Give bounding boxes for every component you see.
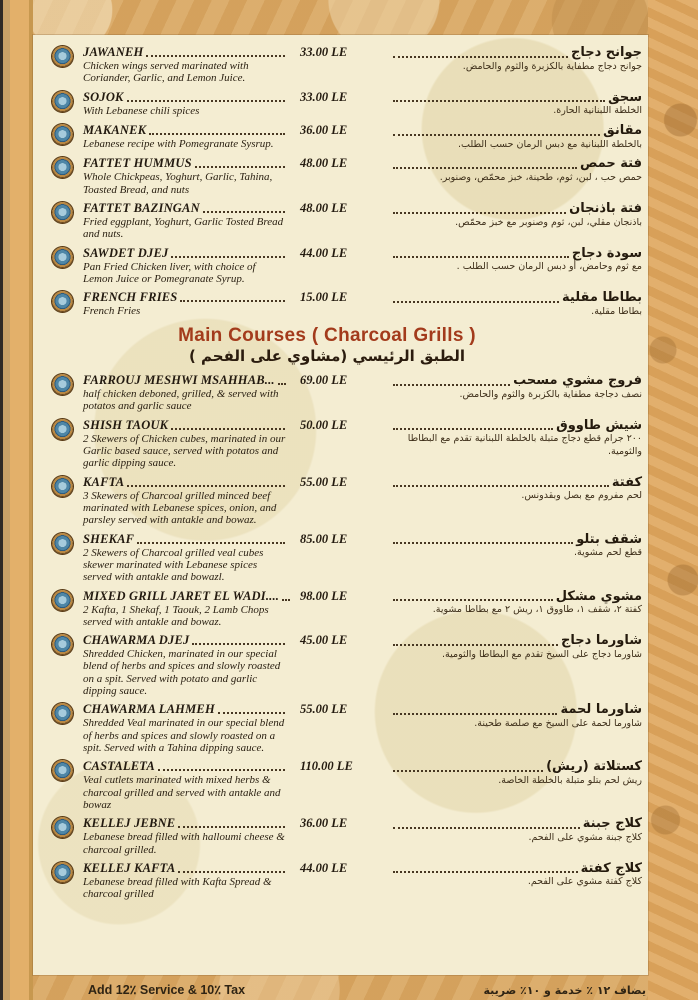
restaurant-seal-icon (52, 862, 73, 883)
dotted-leader (393, 384, 510, 386)
dotted-leader (393, 770, 543, 772)
item-name-ar: كلاج كفتة (580, 860, 642, 876)
item-arabic-block (390, 201, 642, 229)
page-spine-edge (0, 0, 33, 1000)
item-price: 98.00 LE (300, 588, 348, 603)
item-english-block (83, 532, 288, 584)
item-name-en: FATTET BAZINGAN (83, 201, 200, 216)
item-arabic-block (390, 532, 642, 560)
restaurant-seal-icon (52, 247, 73, 268)
item-name-en: MIXED GRILL JARET EL WADI.... (83, 588, 280, 603)
item-desc-en: Lebanese recipe with Pomegranate Sysrup. (83, 138, 274, 151)
item-arabic-block (390, 373, 642, 401)
item-name-en: CHAWARMA DJEJ (83, 633, 190, 648)
item-desc-en: 2 Skewers of Charcoal grilled veal cubes skewer marinated with Lebanese spices served with antakle and bowazl. (83, 546, 264, 584)
item-desc-en: Lebanese bread filled with Kafta Spread & charcoal grilled (83, 875, 272, 901)
restaurant-seal-icon (52, 91, 73, 112)
item-english-block (83, 290, 288, 317)
item-price: 48.00 LE (300, 156, 348, 171)
item-price: 36.00 LE (300, 123, 348, 138)
footer-note-ar: يضاف ١٢ ٪ خدمة و ١٠٪ ضريبة (483, 984, 646, 997)
dotted-leader (393, 212, 566, 214)
item-desc-ar: الخلطة اللبنانية الحارة. (553, 105, 642, 117)
menu-sheet (33, 35, 648, 975)
item-price: 110.00 LE (300, 759, 353, 774)
item-desc-en: 3 Skewers of Charcoal grilled minced beef marinated with Lebanese spices, onion, and parsley served with antakle and bowaz. (83, 489, 277, 527)
restaurant-seal-icon (52, 374, 73, 395)
item-arabic-block (390, 759, 642, 787)
footer (88, 982, 646, 997)
restaurant-seal-icon (52, 202, 73, 223)
restaurant-seal-icon (52, 703, 73, 724)
dotted-leader (393, 100, 605, 102)
dotted-leader (127, 100, 285, 102)
item-desc-ar: شاورما لحمة على السيخ مع صلصة طحينة. (474, 717, 642, 729)
item-arabic-block (390, 633, 642, 661)
dotted-leader (127, 485, 285, 487)
item-desc-ar: حمص حب ، لبن، ثوم، طحينة، خبز محمّص، وصنوبر. (439, 172, 642, 184)
restaurant-seal-icon (52, 476, 73, 497)
item-name-en: KELLEJ KAFTA (83, 860, 176, 875)
item-name-ar: شيش طاووق (556, 417, 642, 433)
dotted-leader (282, 599, 290, 601)
item-english-block (83, 246, 288, 286)
section-title-ar: الطبق الرئيسي (مشاوي على الفحم ) (188, 346, 466, 365)
item-price: 44.00 LE (300, 860, 348, 875)
dotted-leader (146, 55, 285, 57)
dotted-leader (393, 56, 568, 58)
item-desc-ar: بالخلطة اللبنانية مع دبس الرمان حسب الطلب. (458, 138, 642, 150)
item-english-block (83, 373, 288, 413)
item-desc-en: half chicken deboned, grilled, & served with potatos and garlic sauce (83, 388, 279, 413)
menu-item-row (52, 290, 642, 318)
dotted-leader (137, 542, 285, 544)
item-price: 36.00 LE (300, 816, 348, 831)
item-desc-ar: جوانح دجاج مطفاية بالكزبرة والثوم والحامض. (462, 60, 642, 72)
menu-item-row (52, 861, 642, 901)
item-arabic-block (390, 123, 642, 151)
menu-item-row (52, 373, 642, 413)
dotted-leader (393, 485, 609, 487)
item-desc-en: 2 Skewers of Chicken cubes, marinated in our Garlic based sauce, served with potatos and garlic dipping sauce. (83, 432, 286, 470)
dotted-leader (393, 167, 577, 169)
item-price: 69.00 LE (300, 373, 348, 388)
dotted-leader (393, 599, 553, 601)
dotted-leader (178, 826, 285, 828)
item-english-block (83, 816, 288, 856)
item-price: 55.00 LE (300, 474, 348, 489)
item-desc-ar: باذنجان مقلي، لبن، ثوم وصنوبر مع خبز محمّص. (455, 216, 642, 228)
restaurant-seal-icon (52, 590, 73, 611)
menu-item-row (52, 759, 642, 811)
restaurant-seal-icon (52, 291, 73, 312)
item-english-block (83, 702, 288, 754)
item-name-ar: مقانق (603, 123, 642, 139)
item-english-block (83, 123, 288, 150)
item-desc-ar: كلاج كفتة مشوي على الفحم. (527, 876, 642, 888)
restaurant-seal-icon (52, 419, 73, 440)
item-english-block (83, 418, 288, 470)
item-english-block (83, 90, 288, 117)
item-name-ar: شاورما لحمة (560, 702, 642, 718)
item-english-block (83, 861, 288, 901)
item-arabic-block (390, 418, 642, 459)
menu-item-row (52, 702, 642, 754)
menu-item-row (52, 475, 642, 527)
item-desc-ar: قطع لحم مشوية. (573, 547, 642, 559)
item-name-en: SOJOK (83, 89, 124, 104)
item-name-ar: كلاج جبنة (582, 816, 642, 832)
item-desc-ar: كفتة ٢، شقف ١، طاووق ١، ريش ٢ مع بطاطا مشوية. (432, 604, 642, 616)
dotted-leader (393, 713, 557, 715)
item-english-block (83, 633, 288, 697)
item-arabic-block (390, 475, 642, 503)
item-price: 33.00 LE (300, 89, 348, 104)
item-desc-en: Fried eggplant, Yoghurt, Garlic Tosted Bread and nuts. (83, 216, 284, 241)
item-name-ar: شاورما دجاج (561, 633, 642, 649)
item-name-ar: شقف بتلو (576, 531, 642, 547)
item-name-en: FARROUJ MESHWI MSAHHAB... (83, 373, 275, 388)
item-arabic-block (390, 246, 642, 274)
item-price: 85.00 LE (300, 531, 348, 546)
item-name-ar: فتة حمص (579, 156, 642, 172)
item-desc-en: Chicken wings served marinated with Coriander, Garlic, and Lemon Juice. (83, 60, 249, 85)
restaurant-seal-icon (52, 760, 73, 781)
item-name-en: FRENCH FRIES (83, 290, 178, 305)
item-arabic-block (390, 816, 642, 844)
menu-item-row (52, 816, 642, 856)
dotted-leader (393, 871, 578, 873)
dotted-leader (192, 643, 285, 645)
item-name-ar: بطاطا مقلية (562, 290, 642, 306)
item-name-en: KAFTA (83, 474, 125, 489)
item-desc-en: Veal cutlets marinated with mixed herbs & charcoal grilled and served with antakle and bowaz (83, 774, 281, 811)
item-price: 50.00 LE (300, 417, 348, 432)
item-desc-en: Shredded Chicken, marinated in our special blend of herbs and spices and slowly roasted on a spit. Served with potato and garlic dipping sauce. (83, 648, 281, 698)
item-english-block (83, 589, 288, 629)
item-desc-en: Pan Fried Chicken liver, with choice of Lemon Juice or Pomegranate Syrup. (83, 260, 256, 285)
item-desc-ar: ٢٠٠ جرام قطع دجاج متبلة بالخلطة اللبنانية تقدم مع البطاطا والثومية. (407, 433, 642, 458)
item-desc-en: Shredded Veal marinated in our special blend of herbs and spices and slowly roasted on a spit. Served with a Tahina dipping sauce. (83, 717, 285, 754)
item-price: 15.00 LE (300, 290, 348, 305)
menu-body (52, 45, 642, 901)
restaurant-seal-icon (52, 817, 73, 838)
item-english-block (83, 475, 288, 527)
dotted-leader (158, 769, 285, 771)
dotted-leader (393, 301, 559, 303)
restaurant-seal-icon (52, 533, 73, 554)
item-arabic-block (390, 290, 642, 318)
item-name-en: FATTET HUMMUS (83, 156, 192, 171)
item-name-en: SHEKAF (83, 531, 135, 546)
item-desc-en: French Fries (83, 305, 141, 318)
item-desc-ar: شاورما دجاج على السيخ تقدم مع البطاطا والثومية. (442, 648, 642, 660)
item-name-en: JAWANEH (83, 45, 144, 59)
item-desc-ar: كلاج جبنة مشوي على الفحم. (528, 831, 642, 843)
item-name-en: KELLEJ JEBNE (83, 816, 176, 831)
dotted-leader (171, 428, 285, 430)
dotted-leader (178, 871, 285, 873)
item-name-ar: جوانح دجاج (570, 45, 642, 60)
footer-note-en: Add 12٪ Service & 10٪ Tax (88, 983, 246, 997)
item-price: 33.00 LE (300, 45, 348, 59)
item-name-en: CASTALETA (83, 759, 155, 774)
item-price: 55.00 LE (300, 702, 348, 717)
menu-item-row (52, 201, 642, 241)
menu-item-row (52, 45, 642, 85)
menu-item-row (52, 532, 642, 584)
item-english-block (83, 759, 288, 811)
item-name-ar: فتة باذنجان (569, 201, 642, 217)
item-name-ar: كستلاتة (ريش) (546, 759, 642, 775)
item-arabic-block (390, 156, 642, 184)
dotted-leader (195, 166, 285, 168)
item-desc-ar: نصف دجاجة مطفاية بالكزبرة والثوم والحامض. (459, 388, 642, 400)
dotted-leader (180, 300, 285, 302)
item-name-en: SAWDET DJEJ (83, 245, 169, 260)
dotted-leader (149, 133, 285, 135)
item-arabic-block (390, 861, 642, 889)
item-name-ar: سودة دجاج (571, 245, 642, 261)
item-name-en: SHISH TAOUK (83, 417, 169, 432)
item-name-ar: فروج مشوي مسحب (513, 373, 642, 389)
menu-item-row (52, 90, 642, 118)
item-desc-ar: ريش لحم بتلو متبلة بالخلطة الخاصة. (498, 774, 642, 786)
item-name-ar: مشوي مشكل (555, 588, 642, 604)
dotted-leader (393, 256, 569, 258)
dotted-leader (393, 428, 553, 430)
dotted-leader (393, 644, 558, 646)
item-desc-en: With Lebanese chili spices (83, 104, 200, 117)
item-desc-ar: مع ثوم وحامض، أو دبس الرمان حسب الطلب . (456, 261, 642, 273)
item-price: 48.00 LE (300, 201, 348, 216)
restaurant-seal-icon (52, 157, 73, 178)
item-arabic-block (390, 90, 642, 118)
section-header (52, 325, 602, 366)
menu-item-row (52, 246, 642, 286)
item-english-block (83, 201, 288, 241)
dotted-leader (393, 827, 580, 829)
item-arabic-block (390, 589, 642, 617)
item-desc-ar: لحم مفروم مع بصل وبقدونس. (521, 490, 642, 502)
restaurant-seal-icon (52, 124, 73, 145)
item-name-en: CHAWARMA LAHMEH (83, 702, 215, 717)
item-arabic-block (390, 45, 642, 73)
menu-item-row (52, 123, 642, 151)
restaurant-seal-icon (52, 634, 73, 655)
menu-item-row (52, 418, 642, 470)
dotted-leader (218, 712, 285, 714)
item-desc-en: 2 Kafta, 1 Shekaf, 1 Taouk, 2 Lamb Chops served with antakle and bowaz. (83, 603, 269, 628)
dotted-leader (203, 211, 285, 213)
item-name-ar: سجق (608, 89, 642, 105)
menu-item-row (52, 633, 642, 697)
item-english-block (83, 45, 288, 85)
item-name-ar: كفتة (611, 474, 642, 490)
dotted-leader (171, 256, 285, 258)
decorative-right-border (648, 0, 698, 1000)
dotted-leader (278, 383, 286, 385)
item-desc-en: Whole Chickpeas, Yoghurt, Garlic, Tahina, Toasted Bread, and nuts (83, 171, 273, 196)
item-price: 44.00 LE (300, 245, 348, 260)
item-desc-ar: بطاطا مقلية. (591, 305, 642, 317)
dotted-leader (393, 134, 600, 136)
menu-item-row (52, 589, 642, 629)
restaurant-seal-icon (52, 46, 73, 67)
dotted-leader (393, 542, 573, 544)
section-title-en: Main Courses ( Charcoal Grills ) (178, 324, 476, 346)
item-arabic-block (390, 702, 642, 730)
item-price: 45.00 LE (300, 633, 348, 648)
item-name-en: MAKANEK (83, 123, 147, 138)
item-english-block (83, 156, 288, 196)
item-desc-en: Lebanese bread filled with halloumi cheese & charcoal grilled. (83, 831, 285, 856)
menu-item-row (52, 156, 642, 196)
